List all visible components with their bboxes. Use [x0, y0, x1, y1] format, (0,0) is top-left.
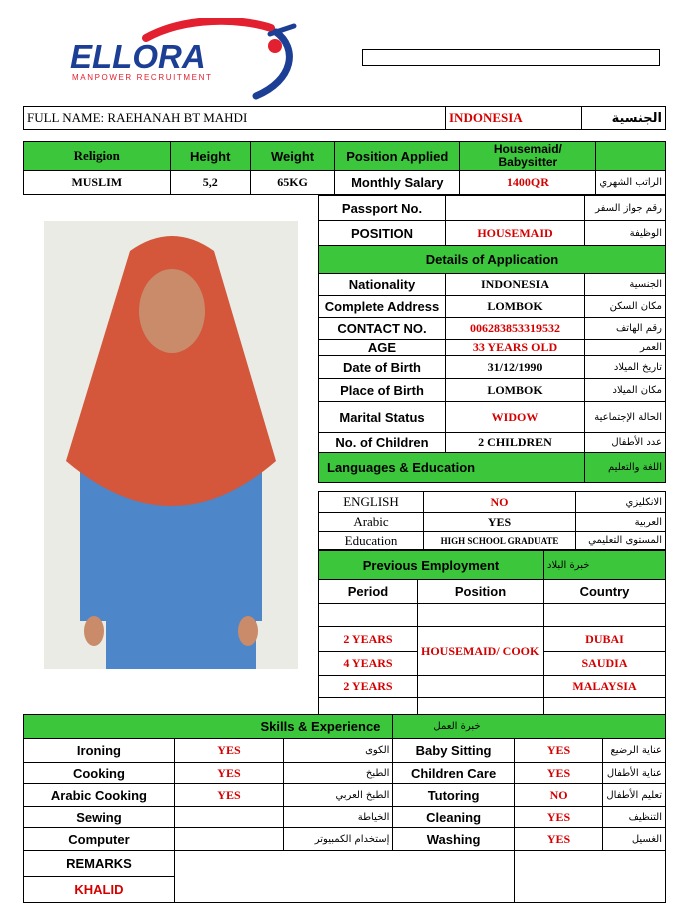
- language-value: HIGH SCHOOL GRADUATE: [424, 532, 576, 550]
- skill-label-right: Children Care: [393, 763, 514, 784]
- header-empty: [596, 142, 666, 171]
- employment-spacer: [544, 604, 666, 627]
- employment-spacer: [418, 698, 544, 716]
- details-value: LOMBOK: [446, 379, 585, 402]
- details-value: INDONESIA: [446, 274, 585, 296]
- skill-label: Computer: [24, 828, 175, 851]
- details-label: CONTACT NO.: [319, 318, 446, 340]
- details-label: Nationality: [319, 274, 446, 296]
- name-row-table: [23, 106, 666, 130]
- details-row: [319, 340, 666, 356]
- details-arabic: مكان الميلاد: [585, 379, 666, 402]
- skill-value: YES: [174, 739, 283, 763]
- header-weight: Weight: [250, 142, 334, 171]
- language-arabic: العربية: [576, 513, 666, 532]
- country-value: INDONESIA: [446, 107, 582, 130]
- remarks-area: [174, 851, 514, 903]
- ellora-logo: [66, 18, 316, 104]
- employment-table: [318, 550, 666, 716]
- employment-title-arabic: خبرة البلاد: [544, 551, 666, 580]
- skill-label-right: Tutoring: [393, 784, 514, 807]
- language-value: NO: [424, 492, 576, 513]
- skill-label-right: Washing: [393, 828, 514, 851]
- details-label: Date of Birth: [319, 356, 446, 379]
- remarks-label: REMARKS: [24, 851, 175, 877]
- salary-label: Monthly Salary: [335, 171, 460, 195]
- skill-arabic: الخياطة: [284, 807, 393, 828]
- skill-arabic-right: الغسيل: [603, 828, 666, 851]
- language-row: [319, 532, 666, 550]
- employment-period: 2 YEARS: [319, 627, 418, 652]
- skills-title: Skills & Experience: [24, 715, 393, 739]
- language-row: [319, 492, 666, 513]
- language-arabic: الانكليزي: [576, 492, 666, 513]
- logo-swoosh-icon: [66, 18, 316, 104]
- skill-arabic: إستخدام الكمبيوتر: [284, 828, 393, 851]
- logo-text: ELLORA: [70, 38, 206, 75]
- details-row: [319, 274, 666, 296]
- employment-header-period: Period: [319, 580, 418, 604]
- details-row: [319, 296, 666, 318]
- skill-label: Sewing: [24, 807, 175, 828]
- details-row: [319, 433, 666, 453]
- details-label: Place of Birth: [319, 379, 446, 402]
- languages-table: [318, 491, 666, 550]
- employment-header-position: Position: [418, 580, 544, 604]
- languages-title-arabic: اللغة والتعليم: [585, 453, 666, 483]
- employment-position-empty: [418, 676, 544, 698]
- skill-value: YES: [174, 763, 283, 784]
- logo-tagline: MANPOWER RECRUITMENT: [72, 73, 213, 82]
- details-label: No. of Children: [319, 433, 446, 453]
- details-row: [319, 379, 666, 402]
- reference-box: [362, 49, 660, 66]
- skill-label: Cooking: [24, 763, 175, 784]
- language-arabic: المستوى التعليمي: [576, 532, 666, 550]
- header-height: Height: [170, 142, 250, 171]
- languages-title: Languages & Education: [319, 453, 585, 483]
- candidate-photo: [44, 221, 298, 669]
- employment-position: HOUSEMAID/ COOK: [418, 627, 544, 676]
- details-arabic: الحالة الإجتماعية: [585, 402, 666, 433]
- employment-country: SAUDIA: [544, 652, 666, 676]
- skill-arabic: الطبخ العربي: [284, 784, 393, 807]
- employment-spacer: [319, 698, 418, 716]
- skill-value-right: YES: [514, 763, 603, 784]
- skill-row: [24, 828, 666, 851]
- details-arabic: العمر: [585, 340, 666, 356]
- employment-period: 4 YEARS: [319, 652, 418, 676]
- passport-label: Passport No.: [319, 196, 446, 221]
- employment-period: 2 YEARS: [319, 676, 418, 698]
- employment-spacer: [544, 698, 666, 716]
- details-label: AGE: [319, 340, 446, 356]
- application-details-table: [318, 195, 666, 483]
- position-arabic: الوظيفة: [585, 221, 666, 246]
- salary-arabic: الراتب الشهري: [596, 171, 666, 195]
- employment-spacer: [319, 604, 418, 627]
- employment-header-country: Country: [544, 580, 666, 604]
- skills-title-arabic: خبرة العمل: [393, 715, 666, 739]
- language-label: Education: [319, 532, 424, 550]
- details-title: Details of Application: [319, 246, 666, 274]
- skill-value: [174, 807, 283, 828]
- details-label: Complete Address: [319, 296, 446, 318]
- full-name: FULL NAME: RAEHANAH BT MAHDI: [24, 107, 446, 130]
- details-arabic: مكان السكن: [585, 296, 666, 318]
- skill-row: [24, 784, 666, 807]
- details-value: 006283853319532: [446, 318, 585, 340]
- language-row: [319, 513, 666, 532]
- skill-label-right: Baby Sitting: [393, 739, 514, 763]
- position-value: HOUSEMAID: [446, 221, 585, 246]
- details-value: LOMBOK: [446, 296, 585, 318]
- skill-value-right: YES: [514, 828, 603, 851]
- skill-label: Arabic Cooking: [24, 784, 175, 807]
- employment-title: Previous Employment: [319, 551, 544, 580]
- employment-spacer: [418, 604, 544, 627]
- skill-arabic: الطبخ: [284, 763, 393, 784]
- details-arabic: رقم الهاتف: [585, 318, 666, 340]
- details-arabic: تاريخ الميلاد: [585, 356, 666, 379]
- details-row: [319, 318, 666, 340]
- skill-label-right: Cleaning: [393, 807, 514, 828]
- passport-value: [446, 196, 585, 221]
- religion-value: MUSLIM: [24, 171, 171, 195]
- header-position-applied: Position Applied: [335, 142, 460, 171]
- position-label: POSITION: [319, 221, 446, 246]
- person-photo-icon: [44, 221, 298, 669]
- skill-value: [174, 828, 283, 851]
- details-label: Marital Status: [319, 402, 446, 433]
- skill-row: [24, 739, 666, 763]
- skill-value-right: YES: [514, 739, 603, 763]
- header-religion: Religion: [24, 142, 171, 171]
- skill-arabic-right: عناية الرضيع: [603, 739, 666, 763]
- skill-label: Ironing: [24, 739, 175, 763]
- language-label: Arabic: [319, 513, 424, 532]
- skills-table: [23, 714, 666, 903]
- skill-value-right: YES: [514, 807, 603, 828]
- remarks-value: KHALID: [24, 877, 175, 903]
- header-position-value: Housemaid/ Babysitter: [460, 142, 596, 171]
- basic-info-table: [23, 141, 666, 195]
- skill-value: YES: [174, 784, 283, 807]
- employment-country: MALAYSIA: [544, 676, 666, 698]
- language-value: YES: [424, 513, 576, 532]
- language-label: ENGLISH: [319, 492, 424, 513]
- employment-country: DUBAI: [544, 627, 666, 652]
- details-row: [319, 356, 666, 379]
- skill-value-right: NO: [514, 784, 603, 807]
- salary-value: 1400QR: [460, 171, 596, 195]
- weight-value: 65KG: [250, 171, 334, 195]
- details-value: 2 CHILDREN: [446, 433, 585, 453]
- height-value: 5,2: [170, 171, 250, 195]
- details-row: [319, 402, 666, 433]
- skill-arabic-right: التنظيف: [603, 807, 666, 828]
- details-value: 33 YEARS OLD: [446, 340, 585, 356]
- passport-arabic: رقم جواز السفر: [585, 196, 666, 221]
- skill-arabic: الكوى: [284, 739, 393, 763]
- skill-row: [24, 763, 666, 784]
- details-arabic: عدد الأطفال: [585, 433, 666, 453]
- skill-row: [24, 807, 666, 828]
- details-arabic: الجنسية: [585, 274, 666, 296]
- skill-arabic-right: تعليم الأطفال: [603, 784, 666, 807]
- details-value: 31/12/1990: [446, 356, 585, 379]
- skill-arabic-right: عناية الأطفال: [603, 763, 666, 784]
- details-value: WIDOW: [446, 402, 585, 433]
- remarks-area-right: [514, 851, 665, 903]
- nationality-arabic: الجنسية: [582, 107, 666, 130]
